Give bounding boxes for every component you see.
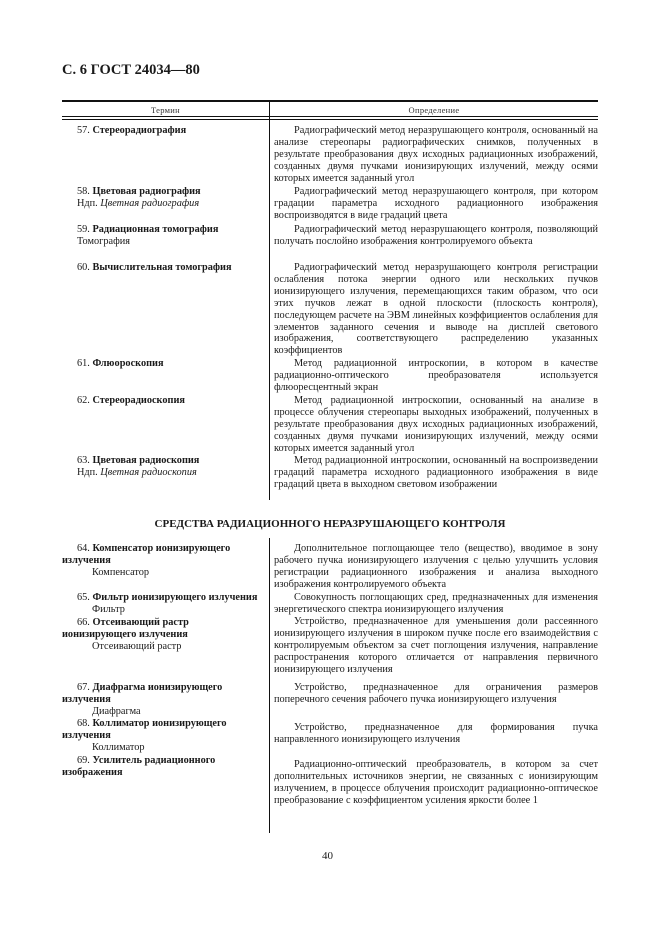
table-header-double-rule xyxy=(62,116,598,120)
definition-cell: Устройство, предназначенное для формирования пучка направленного ионизирующего излучения xyxy=(274,722,598,745)
term-cell: 58. Цветовая радиография Ндп. Цветная радиография xyxy=(77,186,201,209)
column-divider xyxy=(269,538,270,833)
definition-cell: Устройство, предназначенное для ограничения размеров поперечного сечения рабочего пучка ионизирующего излучения xyxy=(274,682,598,705)
term-cell: 60. Вычислительная томография xyxy=(77,262,232,273)
term-cell: 67. Диафрагма ионизирующего излучения Диафрагма xyxy=(62,682,223,717)
section-title: СРЕДСТВА РАДИАЦИОННОГО НЕРАЗРУШАЮЩЕГО КОНТРОЛЯ xyxy=(154,518,506,530)
definition-cell: Метод радиационной интроскопии, основанный на воспроизведении градаций параметра исходного радиационного изображения в виде градаций цвета в выходном световом изображении xyxy=(274,455,598,490)
definition-cell: Метод радиационной интроскопии, основанный на анализе в процессе облучения стереопары выходных изображений, полученных в результате преобразования двух исходных радиационных изображений, созданных двумя пучками ионизирующих излучений, между осями которых имеется заданный угол xyxy=(274,395,598,454)
term-cell: 59. Радиационная томография Томография xyxy=(77,224,219,247)
definition-cell: Радиографический метод неразрушающего контроля, при котором градации параметра исходного радиационного изображения воспроизводятся в виде градаций цвета xyxy=(274,186,598,221)
term-cell: 63. Цветовая радиоскопия Ндп. Цветная радиоскопия xyxy=(77,455,200,478)
term-cell: 64. Компенсатор ионизирующего излучения Компенсатор xyxy=(62,543,231,578)
term-cell: 61. Флюороскопия xyxy=(77,358,164,369)
definition-cell: Радиографический метод неразрушающего контроля, позволяющий получать послойно изображения контролируемого объекта xyxy=(274,224,598,247)
column-divider xyxy=(269,100,270,500)
term-cell: 69. Усилитель радиационного изображения xyxy=(62,755,216,778)
definition-cell: Радиационно-оптический преобразователь, в котором за счет дополнительных источников энергии, не связанных с ионизирующим излучением, в процессе облучения происходит радиационно-оптическое преобразование с коэффициентом усиления яркости более 1 xyxy=(274,759,598,806)
definition-cell: Совокупность поглощающих сред, предназначенных для изменения энергетического спектра ионизирующего излучения xyxy=(274,592,598,615)
table-header xyxy=(62,102,598,116)
term-cell: 62. Стереорадиоскопия xyxy=(77,395,185,406)
column-header-term: Термин xyxy=(150,105,181,115)
definition-cell: Дополнительное поглощающее тело (вещество), вводимое в зону рабочего пучка ионизирующего излучения с целью улучшить условия регистрации радиационного изображения и анализа выходного изображения контролируемого объекта xyxy=(274,543,598,590)
definition-cell: Радиографический метод неразрушающего контроля, основанный на анализе стереопары радиографических снимков, полученных в результате преобразования двух исходных радиационных изображений, созданных двумя пучками ионизирующих излучений, между осями которых имеется заданный угол xyxy=(274,125,598,184)
column-header-definition: Определение xyxy=(408,105,460,115)
term-cell: 57. Стереорадиография xyxy=(77,125,187,136)
definition-cell: Метод радиационной интроскопии, в котором в качестве радиационно-оптического преобразователя используется флюоресцентный экран xyxy=(274,358,598,393)
term-cell: 68. Коллиматор ионизирующего излучения Коллиматор xyxy=(62,718,227,753)
definition-cell: Устройство, предназначенное для уменьшения доли рассеянного ионизирующего излучения в широком пучке после его взаимодействия с контролируемым объектом за счет поглощения излучения, направление распространения которого отличается от направления первичного ионизирующего излучения xyxy=(274,616,598,675)
page-number: 40 xyxy=(322,850,333,862)
page-header: С. 6 ГОСТ 24034—80 xyxy=(62,62,200,78)
definition-cell: Радиографический метод неразрушающего контроля регистрации ослабления потока энергии одного или нескольких пучков ионизирующего излучения, перемещающихся таким образом, что оси этих пучков лежат в одной плоскости (плоскость контроля), последующем расчете на ЭВМ линейных коэффициентов ослабления для элементов заданного сечения и выводе на дисплей светового изображения, соответствующего распределению указанных коэффициентов xyxy=(274,262,598,357)
term-cell: 66. Отсеивающий растр ионизирующего излучения Отсеивающий растр xyxy=(62,617,189,652)
term-cell: 65. Фильтр ионизирующего излучения Фильтр xyxy=(77,592,258,615)
